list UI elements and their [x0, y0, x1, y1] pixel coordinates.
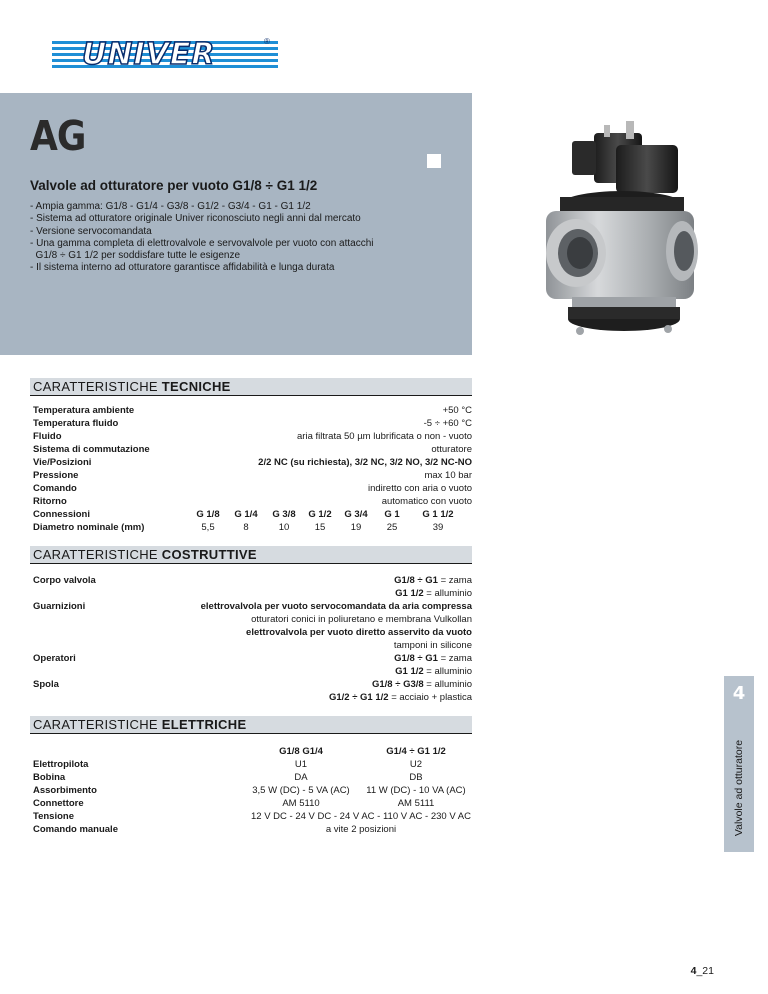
spec-value: otturatori conici in poliuretano e membrana Vulkollan [251, 614, 472, 625]
spec-value: G1/2 ÷ G1 1/2 = acciaio + plastica [328, 692, 472, 703]
diameter-cell: 25 [386, 522, 398, 533]
tensione-value: 12 V DC - 24 V DC - 24 V AC - 110 V AC - 230 V AC [250, 811, 471, 822]
feature-item: G1/8 ÷ G1 1/2 per soddisfare tutte le esigenze [30, 250, 241, 262]
feature-list [30, 201, 470, 275]
connection-cell: G 1 1/2 [422, 509, 454, 520]
diametro-label: Diametro nominale (mm) [33, 522, 145, 533]
diameter-cell: 8 [243, 522, 249, 533]
spec-value: G1/8 ÷ G3/8 = alluminio [371, 679, 472, 690]
spec-value: G1/8 ÷ G1 = zama [394, 653, 472, 664]
diameter-cell: 19 [350, 522, 362, 533]
spec-value: -5 ÷ +60 °C [423, 418, 472, 429]
spec-label: Sistema di commutazione [33, 444, 150, 455]
spec-label: Corpo valvola [33, 575, 96, 586]
valve-illustration [476, 93, 768, 355]
product-title: AG [30, 113, 86, 161]
section-header-elettriche: CARATTERISTICHE ELETTRICHE [30, 716, 472, 733]
elettro-col2-cell: U2 [409, 759, 423, 770]
logo-wordmark: UNIVER [82, 37, 216, 72]
diameter-cell: 10 [278, 522, 290, 533]
feature-item: - Sistema ad otturatore originale Univer riconosciuto negli anni dal mercato [30, 213, 361, 225]
spec-label: Vie/Posizioni [33, 457, 92, 468]
chapter-side-tab [724, 676, 754, 852]
connection-cell: G 1/4 [234, 509, 258, 520]
connection-cell: G 1/2 [308, 509, 332, 520]
page-number: 4_21 [690, 965, 714, 977]
spec-label: Tensione [33, 811, 74, 822]
spec-value: indiretto con aria o vuoto [367, 483, 472, 494]
connection-cell: G 1/8 [196, 509, 220, 520]
spec-label: Assorbimento [33, 785, 97, 796]
section-header-tecniche: CARATTERISTICHE TECNICHE [30, 378, 472, 395]
diameter-cell: 39 [432, 522, 444, 533]
elettro-col2-cell: DB [409, 772, 423, 783]
feature-item: - Ampia gamma: G1/8 - G1/4 - G3/8 - G1/2 - G3/4 - G1 - G1 1/2 [30, 201, 311, 212]
elettro-col1-head: G1/8 G1/4 [279, 746, 323, 757]
elettro-col2-cell: AM 5111 [397, 798, 435, 809]
hero-square-mark [427, 154, 441, 168]
product-photo [476, 93, 768, 355]
connection-cell: G 3/4 [344, 509, 368, 520]
spec-value: automatico con vuoto [381, 496, 472, 507]
spec-label: Comando manuale [33, 824, 118, 835]
diameter-cell: 5,5 [201, 522, 215, 533]
spec-label: Spola [33, 679, 59, 690]
connection-cell: G 1 [384, 509, 400, 520]
spec-label: Temperatura ambiente [33, 405, 135, 416]
chapter-title: Valvole ad otturatore [733, 739, 745, 837]
spec-label: Pressione [33, 470, 79, 481]
elettro-col2-head: G1/4 ÷ G1 1/2 [386, 746, 446, 757]
spec-value: 2/2 NC (su richiesta), 3/2 NC, 3/2 NO, 3/2 NC-NO [258, 457, 472, 468]
spec-value: aria filtrata 50 µm lubrificata o non - vuoto [297, 431, 472, 442]
spec-label: Elettropilota [33, 759, 89, 770]
diameter-cell: 15 [314, 522, 326, 533]
spec-value: elettrovalvola per vuoto diretto asservito da vuoto [246, 627, 472, 638]
feature-item: - Versione servocomandata [30, 225, 152, 237]
elettro-col2-cell: 11 W (DC) - 10 VA (AC) [366, 785, 466, 796]
spec-label: Ritorno [33, 496, 67, 507]
elettro-col1-cell: U1 [294, 759, 308, 770]
feature-item: - Una gamma completa di elettrovalvole e servovalvole per vuoto con attacchi [30, 237, 374, 249]
spec-label: Bobina [33, 772, 66, 783]
spec-label: Operatori [33, 653, 76, 664]
elettro-col1-cell: 3,5 W (DC) - 5 VA (AC) [252, 785, 350, 796]
spec-label: Comando [33, 483, 77, 494]
spec-label: Connettore [33, 798, 84, 809]
spec-value: elettrovalvola per vuoto servocomandata da aria compressa [200, 601, 472, 612]
elettro-col1-cell: AM 5110 [282, 798, 320, 809]
spec-value: max 10 bar [424, 470, 472, 481]
section-header-costruttive: CARATTERISTICHE COSTRUTTIVE [30, 546, 472, 563]
univer-logo [52, 37, 278, 72]
elettro-col1-cell: DA [294, 772, 308, 783]
logo-registered: ® [264, 37, 270, 46]
chapter-number: 4 [732, 683, 746, 704]
spec-label: Temperatura fluido [33, 418, 119, 429]
spec-value: G1 1/2 = alluminio [395, 588, 472, 599]
spec-value: G1/8 ÷ G1 = zama [394, 575, 472, 586]
product-subtitle: Valvole ad otturatore per vuoto G1/8 ÷ G1 1/2 [30, 178, 318, 193]
spec-label: Fluido [33, 431, 62, 442]
spec-label: Guarnizioni [33, 601, 86, 612]
connection-cell: G 3/8 [272, 509, 296, 520]
comando-manuale-value: a vite 2 posizioni [325, 824, 397, 835]
connessioni-label: Connessioni [33, 509, 91, 520]
spec-value: tamponi in silicone [393, 640, 472, 651]
spec-value: G1 1/2 = alluminio [395, 666, 472, 677]
feature-item: - Il sistema interno ad otturatore garantisce affidabilità e lunga durata [30, 262, 335, 274]
spec-value: otturatore [431, 444, 472, 455]
spec-value: +50 °C [442, 405, 472, 416]
